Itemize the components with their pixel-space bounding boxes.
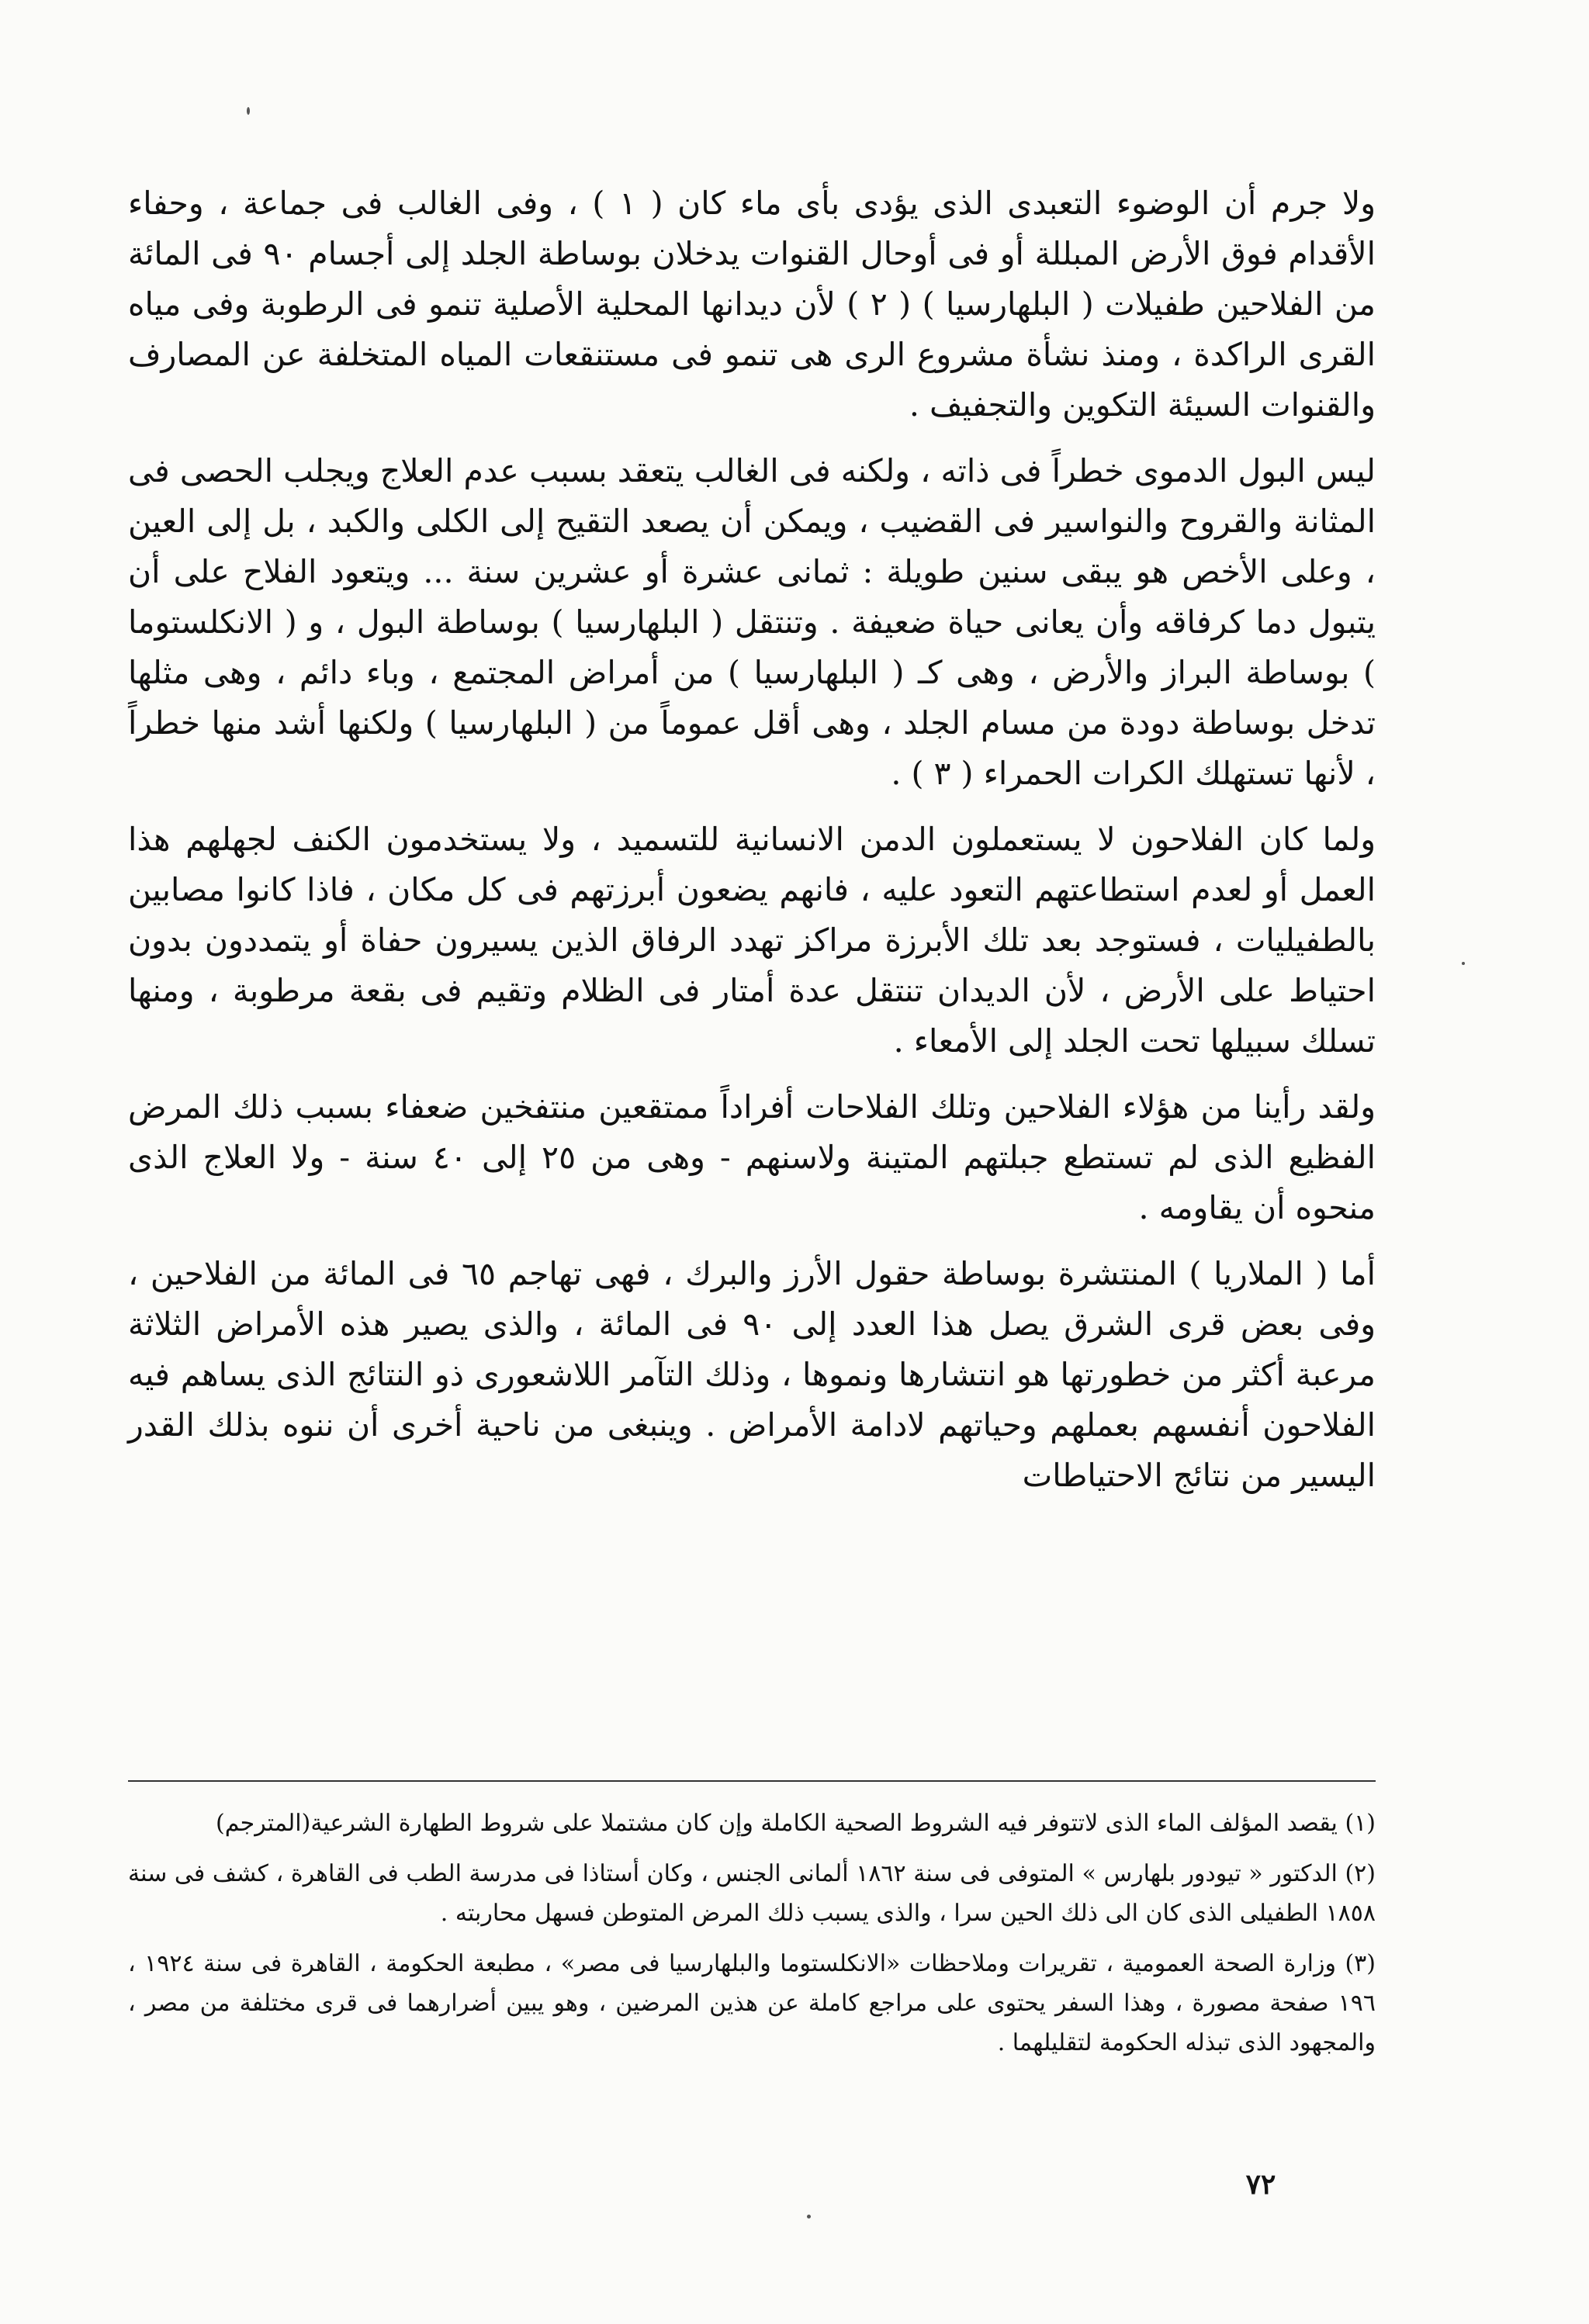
page-number: ٧٢ <box>1245 2168 1276 2201</box>
paragraph-4: ولقد رأينا من هؤلاء الفلاحين وتلك الفلاحات أفراداً ممتقعين منتفخين ضعفاء بسبب ذلك المرض الفظيع الذى لم تستطع جبلتهم المتينة ولاسنهم - وهى من ٢٥ إلى ٤٠ سنة - ولا العلاج الذى منحوه أن يقاومه . <box>128 1088 1376 1226</box>
footnote-1: (١) يقصد المؤلف الماء الذى لاتتوفر فيه الشروط الصحية الكاملة وإن كان مشتملا على شروط الطهارة الشرعية(المترجم) <box>216 1810 1376 1837</box>
footnotes <box>128 1804 1376 2073</box>
footnote-3: (٣) وزارة الصحة العمومية ، تقريرات وملاحظات «الانكلستوما والبلهارسيا فى مصر» ، مطبعة الحكومة ، القاهرة فى سنة ١٩٢٤ ، ١٩٦ صفحة مصورة ، وهذا السفر يحتوى على مراجع كاملة عن هذين المرضين ، وهو يبين أضرارهما فى قرى مختلفة من مصر ، والمجهود الذى تبذله الحكومة لتقليلهما . <box>128 1950 1376 2056</box>
paragraph-5: أما ( الملاريا ) المنتشرة بوساطة حقول الأرز والبرك ، فهى تهاجم ٦٥ فى المائة من الفلاحين ، وفى بعض قرى الشرق يصل هذا العدد إلى ٩٠ فى المائة ، والذى يصير هذه الأمراض الثلاثة مرعبة أكثر من خطورتها هو انتشارها ونموها ، وذلك التآمر اللاشعورى ذو النتائج الذى يساهم فيه الفلاحون أنفسهم بعملهم وحياتهم لادامة الأمراض . وينبغى من ناحية أخرى أن ننوه بذلك القدر اليسير من نتائج الاحتياطات <box>128 1255 1376 1494</box>
paragraph-2: ليس البول الدموى خطراً فى ذاته ، ولكنه فى الغالب يتعقد بسبب عدم العلاج ويجلب الحصى فى المثانة والقروح والنواسير فى القضيب ، ويمكن أن يصعد التقيح إلى الكلى والكبد ، بل إلى العين ، وعلى الأخص هو يبقى سنين طويلة : ثمانى عشرة أو عشرين سنة ... ويتعود الفلاح على أن يتبول دما كرفاقه وأن يعانى حياة ضعيفة . وتنتقل ( البلهارسيا ) بوساطة البول ، و ( الانكلستوما ) بوساطة البراز والأرض ، وهى كـ ( البلهارسيا ) من أمراض المجتمع ، وباء دائم ، وهى مثلها تدخل بوساطة دودة من مسام الجلد ، وهى أقل عموماً من ( البلهارسيا ) ولكنها أشد منها خطراً ، لأنها تستهلك الكرات الحمراء ( ٣ ) . <box>128 452 1376 792</box>
body-text <box>128 178 1376 1516</box>
paragraph-1: ولا جرم أن الوضوء التعبدى الذى يؤدى بأى ماء كان ( ١ ) ، وفى الغالب فى جماعة ، وحفاء الأقدام فوق الأرض المبللة أو فى أوحال القنوات يدخلان بوساطة الجلد إلى أجسام ٩٠ فى المائة من الفلاحين طفيلات ( البلهارسيا ) ( ٢ ) لأن ديدانها المحلية الأصلية تنمو فى الرطوبة وفى مياه القرى الراكدة ، ومنذ نشأة مشروع الرى هى تنمو فى مستنقعات المياه المتخلفة عن المصارف والقنوات السيئة التكوين والتجفيف . <box>128 185 1376 424</box>
footnote-2: (٢) الدكتور « تيودور بلهارس » المتوفى فى سنة ١٨٦٢ ألمانى الجنس ، وكان أستاذا فى مدرسة الطب فى القاهرة ، كشف فى سنة ١٨٥٨ الطفيلى الذى كان الى ذلك الحين سرا ، والذى يسبب ذلك المرض المتوطن فسهل محاربته . <box>128 1860 1376 1927</box>
footnote-separator <box>128 1780 1376 1782</box>
scan-speck <box>1462 962 1465 965</box>
paragraph-3: ولما كان الفلاحون لا يستعملون الدمن الانسانية للتسميد ، ولا يستخدمون الكنف لجهلهم هذا العمل أو لعدم استطاعتهم التعود عليه ، فانهم يضعون أبرزتهم فى كل مكان ، فاذا كانوا مصابين بالطفيليات ، فستوجد بعد تلك الأبرزة مراكز تهدد الرفاق الذين يسيرون حفاة أو يتمددون بدون احتياط على الأرض ، لأن الديدان تنتقل عدة أمتار فى الظلام وتقيم فى بقعة مرطوبة ، ومنها تسلك سبيلها تحت الجلد إلى الأمعاء . <box>128 821 1376 1060</box>
scan-speck <box>247 107 250 115</box>
scan-speck <box>807 2215 811 2219</box>
